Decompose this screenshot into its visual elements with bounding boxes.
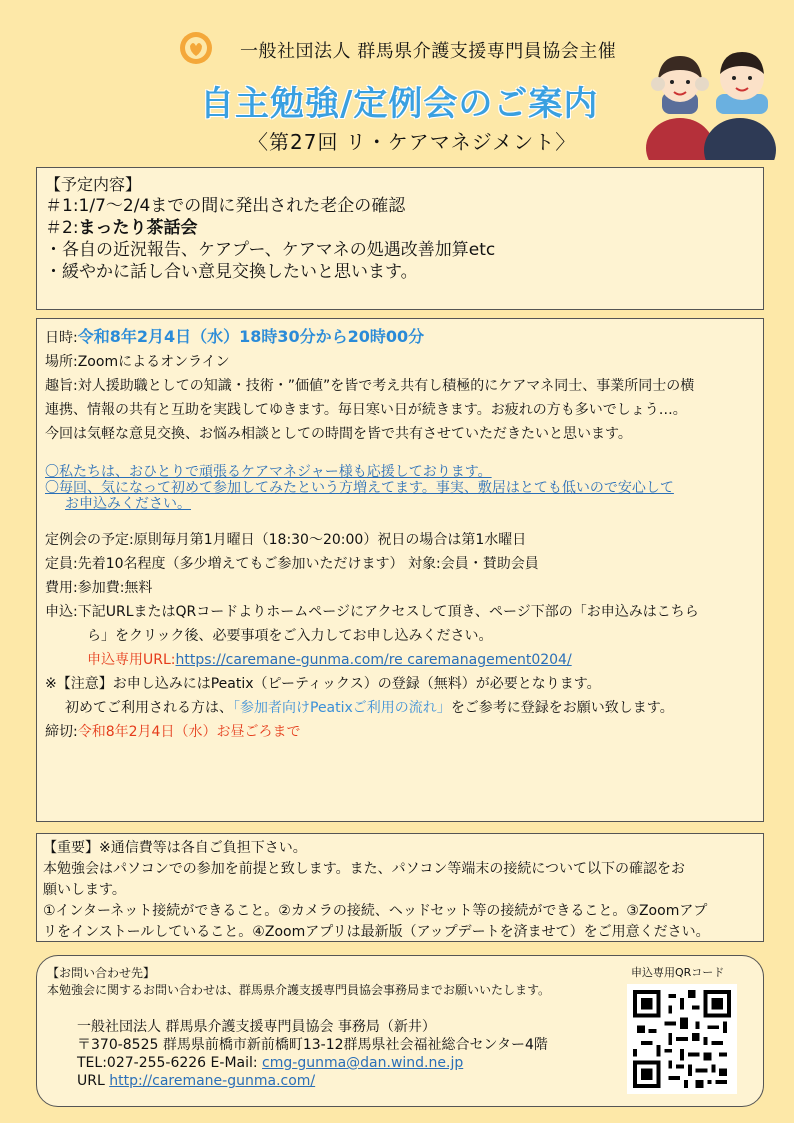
spacer (45, 512, 755, 528)
important-line-2: 本勉強会はパソコンでの参加を前提と致します。また、パソコン等端末の接続について以下の確認をお (43, 861, 686, 877)
plan-box (36, 167, 764, 310)
deadline-value: 令和8年2月4日（水）お昼ごろまで (77, 724, 301, 740)
date-label: 日時: (45, 330, 78, 346)
place-row: 場所:Zoomによるオンライン (45, 354, 230, 370)
page-subtitle: 〈第27回 リ・ケアマネジメント〉 (248, 130, 577, 154)
date-value: 令和8年2月4日（水）18時30分から20時00分 (77, 327, 425, 346)
important-line-5: リをインストールしていること。④Zoomアプリは最新版（アップデートを済ませて）をご用意ください。 (43, 924, 710, 940)
caution-line-1: ※【注意】お申し込みにはPeatix（ピーティックス）の登録（無料）が必要となります。 (45, 676, 601, 692)
plan-heading: 【予定内容】 (45, 175, 142, 194)
note-line-3: お申込みください。 (65, 496, 191, 512)
purpose-line-1: 趣旨:対人援助職としての知識・技術・”価値”を皆で考え共有し積極的にケアマネ同士、事業所同士の横 (45, 378, 695, 394)
date-row (45, 325, 755, 350)
contact-details (77, 1018, 548, 1090)
fee-row: 費用:参加費:無料 (45, 580, 153, 596)
plan-item-1: ＃1:1/7～2/4までの間に発出された老企の確認 (45, 196, 406, 216)
contact-url-link[interactable]: http://caremane-gunma.com/ (109, 1073, 316, 1089)
qr-code-icon (633, 990, 731, 1088)
important-line-3: 願いします。 (43, 882, 126, 898)
apply-line-1: 申込:下記URLまたはQRコードよりホームページにアクセスして頂き、ページ下部の「お申込みはこちら (45, 604, 699, 620)
plan-item-2-bold: まったり茶話会 (78, 218, 198, 238)
plan-item-2 (45, 217, 755, 239)
contact-org: 一般社団法人 群馬県介護支援専門員協会 事務局（新井） (77, 1019, 436, 1035)
contact-box (36, 955, 764, 1107)
purpose-line-3: 今回は気軽な意見交換、お悩み相談としての時間を皆で共有させていただきたいと思います。 (45, 426, 632, 442)
important-line-1: 【重要】※通信費等は各自ご負担下さい。 (43, 840, 307, 856)
couple-winter-illustration (636, 40, 786, 160)
contact-tel-email (77, 1054, 548, 1072)
apply-url-link[interactable]: https://caremane-gunma.com/re caremanagement0204/ (175, 652, 572, 668)
contact-intro: 本勉強会に関するお問い合わせは、群馬県介護支援専門員協会事務局までお願いいたします。 (47, 983, 551, 997)
important-box (36, 833, 764, 942)
plan-item-4: ・緩やかに話し合い意見交換したいと思います。 (45, 262, 418, 282)
contact-url-prefix: URL (77, 1073, 110, 1089)
note-line-2: 〇毎回、気になって初めて参加してみたという方増えてます。事実、敷居はとても低いので安心して (45, 480, 674, 496)
header (0, 0, 794, 160)
capacity-row: 定員:先着10名程度（多少増えてもご参加いただけます） 対象:会員・賛助会員 (45, 556, 539, 572)
deadline-label: 締切: (45, 724, 78, 740)
apply-line-2: ら」をクリック後、必要事項をご入力してお申し込みください。 (87, 628, 493, 644)
purpose-line-2: 連携、情報の共有と互助を実践してゆきます。毎日寒い日が続きます。お疲れの方も多いでしょう…。 (45, 402, 687, 418)
contact-url (77, 1072, 548, 1090)
qr-label: 申込専用QRコード (631, 966, 725, 979)
contact-email-link[interactable]: cmg-gunma@dan.wind.ne.jp (262, 1055, 464, 1071)
qr-code[interactable] (627, 984, 737, 1094)
page-title: 自主勉強/定例会のご案内 (200, 84, 599, 124)
details-box (36, 318, 764, 822)
note-line-1: 〇私たちは、おひとりで頑張るケアマネジャー様も応援しております。 (45, 464, 492, 480)
plan-item-3: ・各自の近況報告、ケアプー、ケアマネの処遇改善加算etc (45, 240, 496, 260)
org-host: 一般社団法人 群馬県介護支援専門員協会主催 (240, 41, 617, 62)
plan-item-2-prefix: ＃2: (45, 218, 79, 238)
apply-url-row (45, 648, 755, 672)
contact-heading: 【お問い合わせ先】 (47, 966, 156, 980)
caution-pre: 初めてご利用される方は、 (65, 700, 233, 716)
caution-line-2 (45, 696, 755, 720)
apply-url-label: 申込専用URL: (87, 652, 176, 668)
contact-tel: TEL:027-255-6226 E-Mail: (77, 1055, 263, 1071)
peatix-guide-link[interactable]: 「参加者向けPeatixご利用の流れ」 (233, 700, 451, 716)
important-line-4: ①インターネット接続ができること。②カメラの接続、ヘッドセット等の接続ができること。③Zoomアプ (43, 903, 708, 919)
spacer (45, 446, 755, 464)
schedule-row: 定例会の予定:原則毎月第1月曜日（18:30～20:00）祝日の場合は第1水曜日 (45, 532, 527, 548)
caution-post: をご参考に登録をお願い致します。 (450, 700, 674, 716)
deadline-row (45, 720, 755, 744)
contact-address: 〒370-8525 群馬県前橋市新前橋町13-12群馬県社会福祉総合センター4階 (77, 1037, 548, 1053)
heart-face-logo-icon (178, 30, 214, 66)
